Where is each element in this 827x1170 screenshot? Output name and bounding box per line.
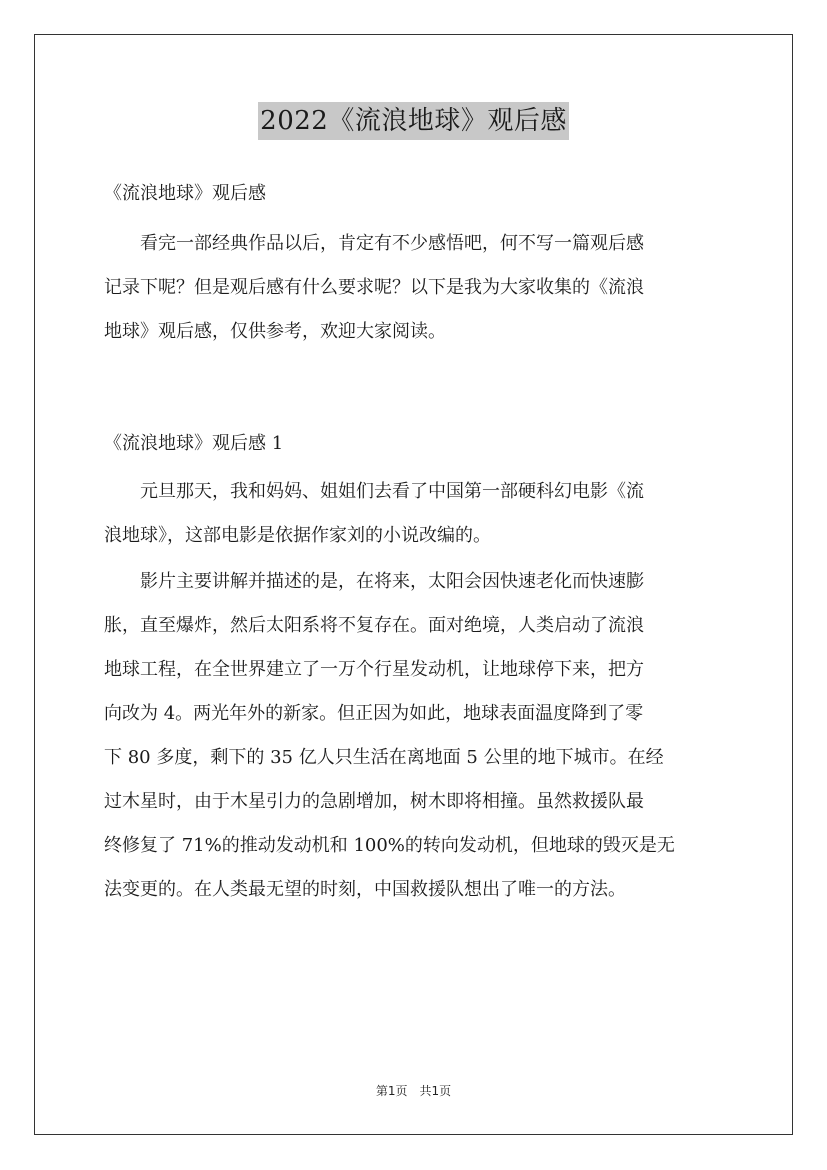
section-heading: 《流浪地球》观后感 1 <box>104 433 284 454</box>
paragraph-line: 法变更的。在人类最无望的时刻，中国救援队想出了唯一的方法。 <box>104 879 626 900</box>
paragraph-line: 胀，直至爆炸，然后太阳系将不复存在。面对绝境，人类启动了流浪 <box>104 615 644 636</box>
paragraph-line: 影片主要讲解并描述的是，在将来，太阳会因快速老化而快速膨 <box>104 571 644 592</box>
intro-line: 看完一部经典作品以后，肯定有不少感悟吧，何不写一篇观后感 <box>104 233 644 254</box>
paragraph-line: 向改为 4。两光年外的新家。但正因为如此，地球表面温度降到了零 <box>104 703 644 724</box>
paragraph-line: 下 80 多度，剩下的 35 亿人只生活在离地面 5 公里的地下城市。在经 <box>104 747 664 768</box>
paragraph-line: 浪地球》，这部电影是依据作家刘的小说改编的。 <box>104 525 491 546</box>
title-wrap <box>0 102 827 140</box>
intro-paragraph <box>104 222 724 354</box>
paragraph-line: 终修复了 71%的推动发动机和 100%的转向发动机，但地球的毁灭是无 <box>104 835 675 856</box>
intro-line: 记录下呢？但是观后感有什么要求呢？以下是我为大家收集的《流浪 <box>104 277 644 298</box>
intro-line: 地球》观后感，仅供参考，欢迎大家阅读。 <box>104 321 446 342</box>
paragraph-line: 地球工程，在全世界建立了一万个行星发动机，让地球停下来，把方 <box>104 659 644 680</box>
page-footer: 第1页 共1页 <box>375 1084 452 1098</box>
spacer <box>104 354 724 410</box>
paragraph-line: 元旦那天，我和妈妈、姐姐们去看了中国第一部硬科幻电影《流 <box>104 481 644 502</box>
subtitle: 《流浪地球》观后感 <box>104 183 266 204</box>
document-title: 2022《流浪地球》观后感 <box>258 102 569 140</box>
paragraph-1 <box>104 470 724 558</box>
paragraph-2 <box>104 560 724 912</box>
document-body <box>104 172 724 912</box>
paragraph-line: 过木星时，由于木星引力的急剧增加，树木即将相撞。虽然救援队最 <box>104 791 644 812</box>
